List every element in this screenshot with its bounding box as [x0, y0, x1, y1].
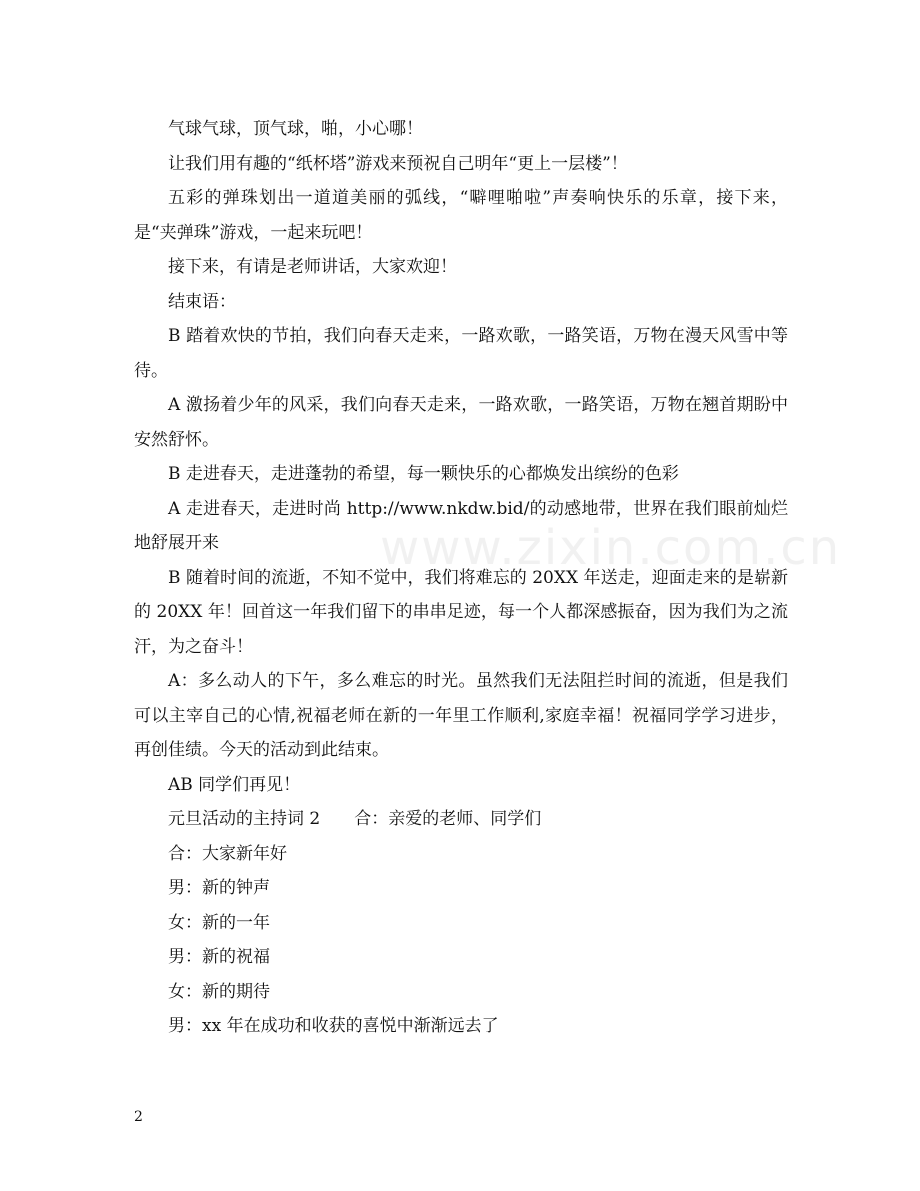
paragraph: 让我们用有趣的“纸杯塔”游戏来预祝自己明年“更上一层楼”！ — [168, 153, 628, 174]
paragraph: 男：xx 年在成功和收获的喜悦中渐渐远去了 — [168, 1016, 499, 1036]
paragraph: 女：新的期待 — [168, 981, 270, 1002]
paragraph: B 踏着欢快的节拍，我们向春天走来，一路欢歌，一路笑语，万物在漫天风雪中等待。 — [134, 326, 788, 381]
paragraph: 合：大家新年好 — [168, 843, 287, 864]
paragraph: 女：新的一年 — [168, 912, 270, 933]
paragraph: 气球气球，顶气球，啪，小心哪！ — [168, 119, 423, 139]
paragraph: 五彩的弹珠划出一道道美丽的弧线，“噼哩啪啦”声奏响快乐的乐章，接下来，是“夹弹珠”游戏，一起来玩吧！ — [134, 188, 788, 243]
watermark: www.zixin.com.cn — [380, 520, 842, 576]
paragraph: A 激扬着少年的风采，我们向春天走来，一路欢歌，一路笑语，万物在翘首期盼中安然舒怀。 — [134, 395, 788, 450]
paragraph: B 随着时间的流逝，不知不觉中，我们将难忘的 20XX 年送走，迎面走来的是崭新的 20XX 年！回首这一年我们留下的串串足迹，每一个人都深感振奋，因为我们为之流汗，为之奋斗！ — [134, 567, 788, 657]
paragraph: 元旦活动的主持词 2 合：亲爱的老师、同学们 — [168, 809, 542, 829]
page-number: 2 — [134, 1109, 143, 1125]
paragraph: B 走进春天，走进蓬勃的希望，每一颗快乐的心都焕发出缤纷的色彩 — [168, 464, 679, 484]
document-body — [134, 112, 788, 1044]
paragraph: 接下来，有请是老师讲话，大家欢迎！ — [168, 257, 457, 277]
paragraph: 男：新的祝福 — [168, 947, 270, 967]
paragraph: 结束语： — [168, 291, 236, 312]
paragraph: A 走进春天，走进时尚 http://www.nkdw.bid/的动感地带，世界在我们眼前灿烂地舒展开来 — [134, 498, 788, 553]
paragraph: A：多么动人的下午，多么难忘的时光。虽然我们无法阻拦时间的流逝，但是我们可以主宰自己的心情,祝福老师在新的一年里工作顺利,家庭幸福！祝福同学学习进步，再创佳绩。今天的活动到此结束。 — [134, 671, 788, 760]
paragraph: 男：新的钟声 — [168, 878, 270, 898]
paragraph: AB 同学们再见！ — [168, 774, 301, 795]
